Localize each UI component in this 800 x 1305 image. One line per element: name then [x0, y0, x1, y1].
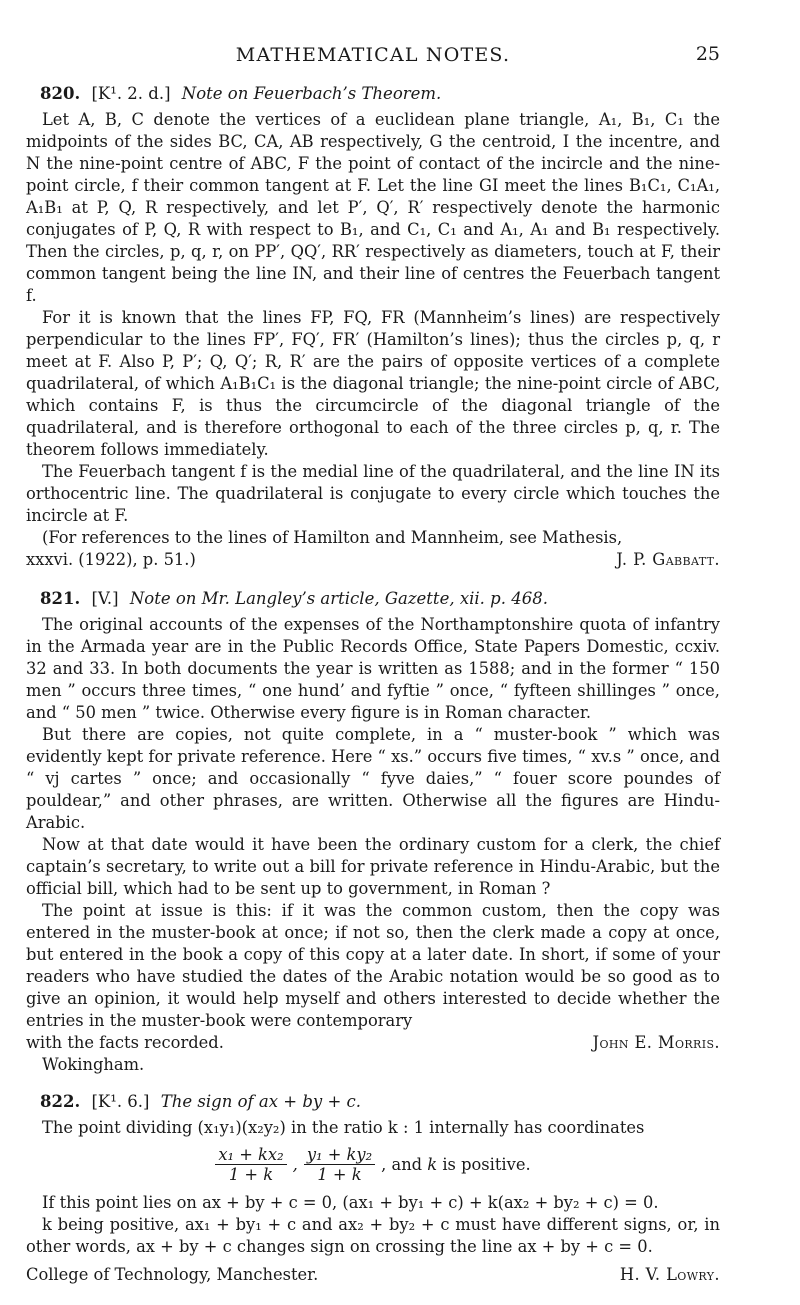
page-number: 25: [695, 43, 720, 65]
note-title: Note on Mr. Langley’s article, Gazette, xii. p. 468.: [129, 589, 548, 608]
note-821-paragraph: Now at that date would it have been the ordinary custom for a clerk, the chief captain’s secretary, to write out a bill for private reference in Hindu-Arabic, but the official bill, which had to be sent up to government, in Roman ?: [26, 835, 720, 898]
author-place: College of Technology, Manchester.: [26, 1265, 319, 1284]
note-822-intro: The point dividing (x₁y₁)(x₂y₂) in the ratio k : 1 internally has coordinates: [42, 1118, 645, 1137]
note-820-paragraph: For it is known that the lines FP, FQ, FR (Mannheim’s lines) are respectively perpendicular to the lines FP′, FQ′, FR′ (Hamilton’s lines); thus the circles p, q, r meet at F. Also P, P′; Q, Q′; R, R′ are the pairs of opposite vertices of a complete quadrilateral, of which A₁B₁C₁ is the diagonal triangle; the nine-point circle of ABC, which contains F, is thus the circumcircle of the diagonal triangle of the quadrilateral, and is therefore orthogonal to each of the three circles p, q, r. The theorem follows immediately.: [26, 308, 720, 459]
tail-variable: k: [427, 1155, 438, 1174]
note-822-heading: [40, 1092, 720, 1111]
numerator: y₁ + ky₂: [304, 1145, 375, 1165]
note-number: 821.: [40, 589, 81, 608]
note-classification: [K¹. 2. d.]: [91, 84, 171, 103]
reference-tail: xxxvi. (1922), p. 51.): [26, 550, 196, 569]
page-header: [26, 40, 720, 72]
tail-text: , and: [381, 1155, 428, 1174]
numerator: x₁ + kx₂: [215, 1145, 286, 1165]
author-signature: H. V. Lowry.: [619, 1265, 720, 1284]
formula-tail: [381, 1155, 531, 1174]
note-title: The sign of ax + by + c.: [160, 1092, 361, 1111]
note-classification: [V.]: [91, 589, 119, 608]
page: [26, 40, 720, 1286]
note-820-heading: [40, 84, 720, 103]
author-signature: J. P. Gabbatt.: [616, 550, 720, 569]
author-signature: John E. Morris.: [592, 1033, 720, 1052]
note-821-paragraph: The point at issue is this: if it was the common custom, then the copy was entered in the muster-book at once; if not so, then the clerk made a copy at once, but entered in the book a copy of this copy at a later date. In short, if some of your readers who have studied the dates of the Arabic notation would be so good as to give an opinion, it would help myself and others interested to decide whether the entries in the muster-book were contemporary: [26, 901, 720, 1030]
note-822-line: If this point lies on ax + by + c = 0, (ax₁ + by₁ + c) + k(ax₂ + by₂ + c) = 0.: [42, 1193, 659, 1212]
fraction-y: [304, 1145, 375, 1184]
note-822-line: k being positive, ax₁ + by₁ + c and ax₂ + by₂ + c must have different signs, or, in other words, ax + by + c changes sign on crossing the line ax + by + c = 0.: [26, 1215, 720, 1256]
author-place: Wokingham.: [42, 1055, 145, 1074]
last-line: with the facts recorded.: [26, 1033, 224, 1052]
note-classification: [K¹. 6.]: [91, 1092, 150, 1111]
note-title: Note on Feuerbach’s Theorem.: [181, 84, 442, 103]
denominator: 1 + k: [317, 1165, 362, 1184]
note-number: 820.: [40, 84, 81, 103]
note-820-paragraph: Let A, B, C denote the vertices of a euclidean plane triangle, A₁, B₁, C₁ the midpoints of the sides BC, CA, AB respectively, G the centroid, I the incentre, and N the nine-point centre of ABC, F the point of contact of the incircle and the nine-point circle, f their common tangent at F. Let the line GI meet the lines B₁C₁, C₁A₁, A₁B₁ at P, Q, R respectively, and let P′, Q′, R′ respectively denote the harmonic conjugates of P, Q, R with respect to B₁, and C₁, C₁ and A₁, A₁ and B₁ respectively. Then the circles, p, q, r, on PP′, QQ′, RR′ respectively as diameters, touch at F, their common tangent being the line IN, and their line of centres the Feuerbach tangent f.: [26, 110, 720, 305]
tail-end: is positive.: [437, 1155, 531, 1174]
note-822-signature-line: [26, 1264, 720, 1286]
running-title: MATHEMATICAL NOTES.: [235, 44, 511, 66]
fraction-x: [215, 1145, 286, 1184]
note-820-paragraph: The Feuerbach tangent f is the medial line of the quadrilateral, and the line IN its orthocentric line. The quadrilateral is conjugate to every circle which touches the incircle at F.: [26, 462, 720, 525]
note-821-heading: [40, 589, 720, 608]
denominator: 1 + k: [228, 1165, 274, 1184]
note-820-signature-line: [26, 549, 720, 571]
note-821-signature-line: [26, 1032, 720, 1054]
note-820-paragraph: (For references to the lines of Hamilton and Mannheim, see Mathesis,: [42, 528, 623, 547]
comma: ,: [292, 1155, 298, 1174]
note-821-paragraph: But there are copies, not quite complete, in a “ muster-book ” which was evidently kept for private reference. Here “ xs.” occurs five times, “ xv.s ” once, and “ vj cartes ” once; and occasionally “ fyve daies,” “ fouer score poundes of pouldear,” and other phrases, are written. Otherwise all the figures are Hindu-Arabic.: [26, 725, 720, 832]
note-number: 822.: [40, 1092, 81, 1111]
note-821-paragraph: The original accounts of the expenses of the Northamptonshire quota of infantry in the Armada year are in the Public Records Office, State Papers Domestic, ccxiv. 32 and 33. In both documents the year is written as 1588; and in the former “ 150 men ” occurs three times, “ one hund’ and fyftie ” once, “ fyfteen shillinges ” once, and “ 50 men ” twice. Otherwise every figure is in Roman character.: [26, 615, 720, 722]
coordinate-formula: [26, 1145, 720, 1184]
